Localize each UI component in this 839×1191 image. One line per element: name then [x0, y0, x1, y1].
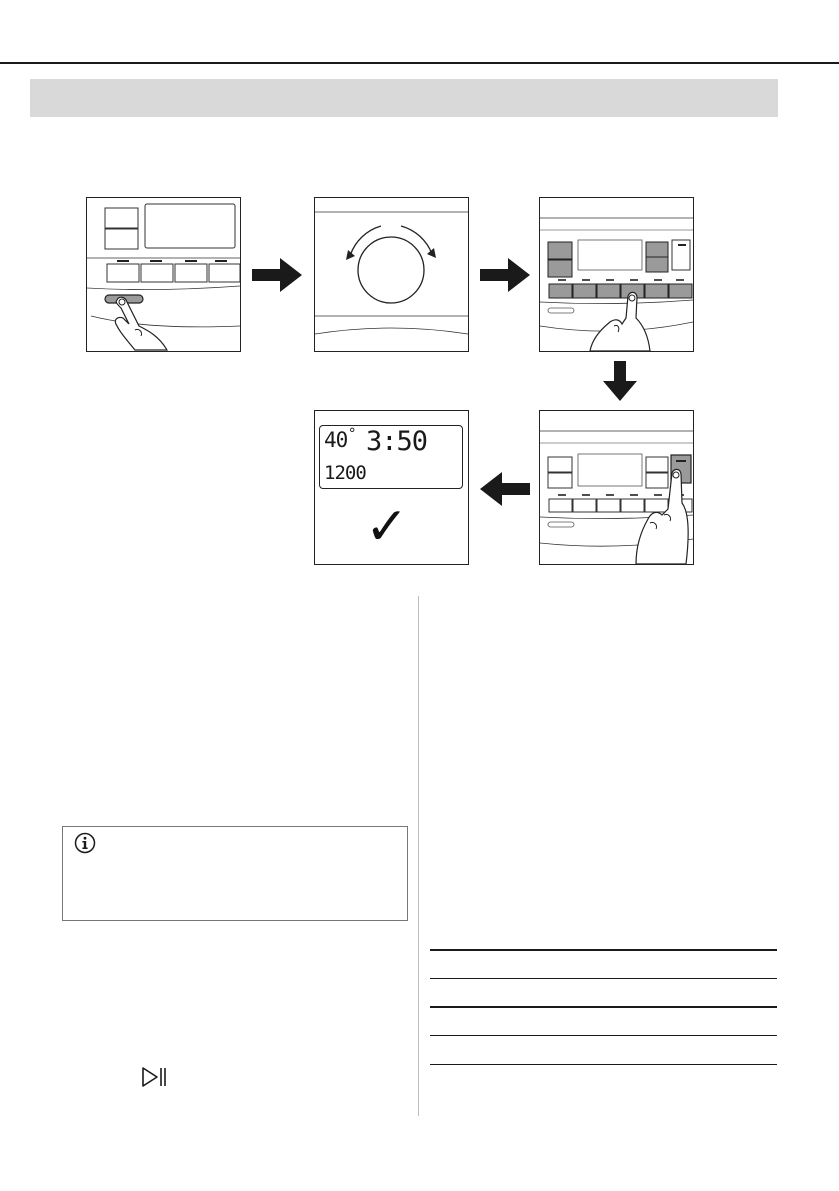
table-bottom-rule: [430, 1064, 777, 1065]
display-degree-symbol: °: [348, 426, 357, 442]
display-temperature: 40: [324, 428, 348, 452]
info-note-box: [62, 826, 408, 921]
step-panel-press-time-button: [539, 410, 694, 565]
step-panel-display-result: [314, 410, 469, 565]
confirm-check-icon: ✓: [365, 497, 409, 557]
table-row-rule: [430, 1035, 777, 1036]
control-panel-time-illustration: [540, 411, 693, 564]
control-panel-illustration: [87, 198, 240, 351]
arrow-right-icon: [252, 258, 302, 292]
arrow-left-icon: [480, 472, 530, 506]
section-header-bar: [30, 79, 778, 117]
start-pause-icon: [141, 1066, 167, 1088]
hand-icon: [590, 292, 650, 351]
step-panel-press-on-off: [86, 197, 241, 352]
step-panel-press-option: [539, 197, 694, 352]
display-duration: 3:50: [366, 426, 428, 457]
display-spin-speed: 1200: [324, 462, 366, 484]
arrow-down-icon: [603, 361, 637, 401]
programme-knob-illustration: [315, 198, 468, 351]
info-icon: [74, 832, 96, 854]
arrow-right-icon: [480, 258, 530, 292]
page-top-rule: [0, 62, 839, 64]
display-screen: [319, 425, 463, 489]
control-panel-options-illustration: [540, 198, 693, 351]
column-divider: [418, 596, 419, 1116]
step-panel-turn-knob: [314, 197, 469, 352]
knob-icon: [358, 237, 424, 303]
table-top-rule: [430, 949, 777, 951]
table-row-rule: [430, 978, 777, 979]
table-row-rule: [430, 1006, 777, 1008]
